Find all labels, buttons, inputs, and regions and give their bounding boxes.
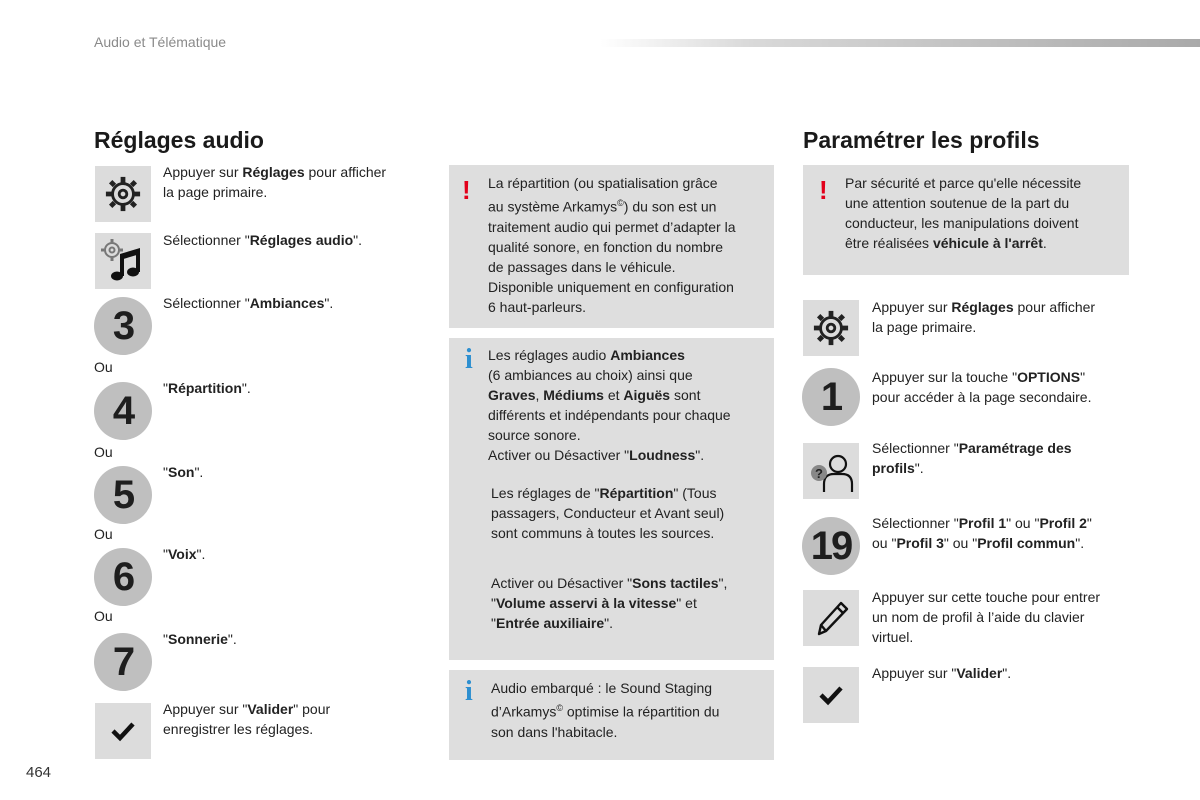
info-note-box: [449, 338, 774, 660]
info-note-paragraph-3: Activer ou Désactiver "Sons tactiles", "Volume asservi à la vitesse" et "Entrée auxiliaire".: [491, 575, 728, 631]
info-note-paragraph-2: Les réglages de "Répartition" (Tous passagers, Conducteur et Avant seul) sont communs à toutes les sources.: [491, 485, 725, 541]
right-step-4-text: Sélectionner "Profil 1" ou "Profil 2" ou "Profil 3" ou "Profil commun".: [872, 515, 1092, 551]
step-number-badge: 7: [94, 633, 152, 691]
audio-settings-title: Réglages audio: [94, 127, 264, 153]
warning-icon: !: [819, 175, 828, 205]
info-note-2-text: Audio embarqué : le Sound Staging d’Arkamys© optimise la répartition du son dans l'habitacle.: [491, 680, 720, 740]
left-step-4-text: "Répartition".: [163, 380, 251, 396]
profiles-warning-box: [803, 165, 1129, 275]
gear-icon: [95, 166, 151, 222]
svg-text:?: ?: [815, 466, 823, 481]
right-step-2-text: Appuyer sur la touche "OPTIONS" pour accéder à la page secondaire.: [872, 369, 1092, 405]
checkmark-icon: [95, 703, 151, 759]
right-step-3-text: Sélectionner "Paramétrage des profils".: [872, 440, 1072, 476]
warning-note-box: [449, 165, 774, 328]
info-note-text: Les réglages audio Ambiances (6 ambiances au choix) ainsi que Graves, Médiums et Aiguës sont différents et indépendants pour chaque source sonore. Activer ou Désactiver "Loudness".: [488, 347, 731, 463]
section-header: Audio et Télématique: [94, 34, 227, 50]
right-step-1-text: Appuyer sur Réglages pour afficher la page primaire.: [872, 299, 1096, 335]
left-step-1-text: Appuyer sur Réglages pour afficher la page primaire.: [163, 164, 387, 200]
left-step-3-text: Sélectionner "Ambiances".: [163, 295, 334, 311]
left-step-6-text: "Voix".: [163, 546, 206, 562]
or-separator: Ou: [94, 608, 113, 624]
profiles-warning-text: Par sécurité et parce qu'elle nécessite une attention soutenue de la part du conducteur, les manipulations doivent être réalisées véhicule à l'arrêt.: [845, 175, 1082, 251]
step-number-badge: 3: [94, 297, 152, 355]
step-number-badge: 1: [802, 368, 860, 426]
or-separator: Ou: [94, 526, 113, 542]
left-step-5-text: "Son".: [163, 464, 204, 480]
left-step-7-text: "Sonnerie".: [163, 631, 237, 647]
warning-note-text: La répartition (ou spatialisation grâce au système Arkamys©) du son est un traitement audio qui permet d’adapter la qualité sonore, en fonction du nombre de passages dans le véhicule. Disponible uniquement en configuration 6 haut-parleurs.: [488, 175, 736, 315]
step-number-badge: 4: [94, 382, 152, 440]
profile-help-icon: [803, 443, 859, 499]
music-settings-icon: [95, 233, 151, 289]
profiles-title: Paramétrer les profils: [803, 127, 1040, 153]
info-icon: i: [465, 676, 473, 707]
info-note-box-2: [449, 670, 774, 760]
step-number-badge: 6: [94, 548, 152, 606]
page-number: 464: [26, 764, 52, 781]
step-number-badge: 5: [94, 466, 152, 524]
pencil-icon: [803, 590, 859, 646]
info-icon: i: [465, 344, 473, 375]
header-divider: [600, 39, 1200, 47]
step-number-badge: 19: [802, 517, 860, 575]
warning-icon: !: [462, 175, 471, 205]
gear-icon: [803, 300, 859, 356]
or-separator: Ou: [94, 359, 113, 375]
or-separator: Ou: [94, 444, 113, 460]
right-step-6-text: Appuyer sur "Valider".: [872, 665, 1012, 681]
checkmark-icon: [803, 667, 859, 723]
right-step-5-text: Appuyer sur cette touche pour entrer un nom de profil à l’aide du clavier virtuel.: [872, 589, 1101, 645]
left-step-2-text: Sélectionner "Réglages audio".: [163, 232, 363, 248]
left-step-8-text: Appuyer sur "Valider" pour enregistrer les réglages.: [163, 701, 331, 737]
